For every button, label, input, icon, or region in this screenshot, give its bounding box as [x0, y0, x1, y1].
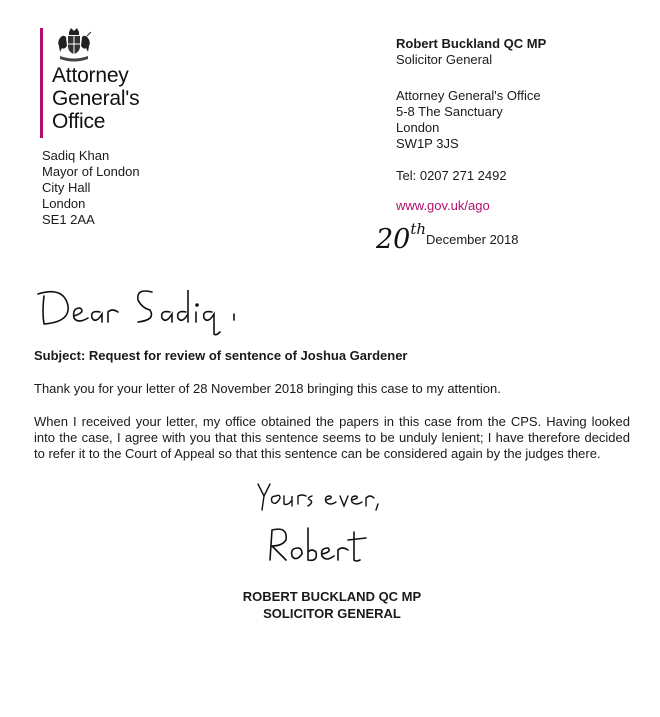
handwritten-day-number: 20	[376, 224, 411, 255]
sender-office: Attorney General's Office	[396, 88, 541, 103]
sender-telephone: Tel: 0207 271 2492	[396, 168, 507, 183]
signer-name: ROBERT BUCKLAND QC MP	[242, 589, 422, 604]
sender-website: www.gov.uk/ago	[396, 198, 490, 213]
letter-subject: Subject: Request for review of sentence of Joshua Gardener	[34, 348, 408, 363]
royal-coat-of-arms-icon	[54, 26, 94, 62]
logo-accent-bar	[40, 28, 43, 138]
handwritten-signoff	[254, 478, 384, 523]
sender-title: Solicitor General	[396, 52, 493, 67]
handwritten-day-suffix: th	[410, 220, 427, 238]
date-month-year: December 2018	[426, 232, 519, 247]
recipient-postcode: SE1 2AA	[42, 212, 95, 227]
body-paragraph-1: Thank you for your letter of 28 November 2018 bringing this case to my attention.	[34, 381, 501, 396]
logo-wordmark	[52, 64, 139, 133]
sender-street: 5-8 The Sanctuary	[396, 104, 503, 119]
recipient-role: Mayor of London	[42, 164, 140, 179]
sender-name: Robert Buckland QC MP	[396, 36, 547, 51]
handwritten-day	[376, 220, 426, 255]
recipient-name: Sadiq Khan	[42, 148, 110, 163]
body-paragraph-2: When I received your letter, my office obtained the papers in this case from the CPS. Having looked into the case, I agree with you that this sentence seems to be unduly lenient; I have therefore decided to refer it to the Court of Appeal so that this sentence can be considered again by the judges there.	[34, 414, 630, 461]
sender-block	[396, 36, 546, 214]
recipient-building: City Hall	[42, 180, 91, 195]
recipient-address	[42, 148, 140, 228]
logo-line-2: General's	[52, 87, 140, 110]
signer-block	[232, 588, 432, 622]
recipient-city: London	[42, 196, 86, 211]
signer-title: SOLICITOR GENERAL	[263, 606, 401, 621]
sender-city: London	[396, 120, 440, 135]
logo-line-3: Office	[52, 110, 106, 133]
handwritten-salutation	[30, 276, 250, 338]
sender-postcode: SW1P 3JS	[396, 136, 459, 151]
handwritten-signature	[262, 518, 372, 570]
logo-line-1: Attorney	[52, 64, 129, 87]
